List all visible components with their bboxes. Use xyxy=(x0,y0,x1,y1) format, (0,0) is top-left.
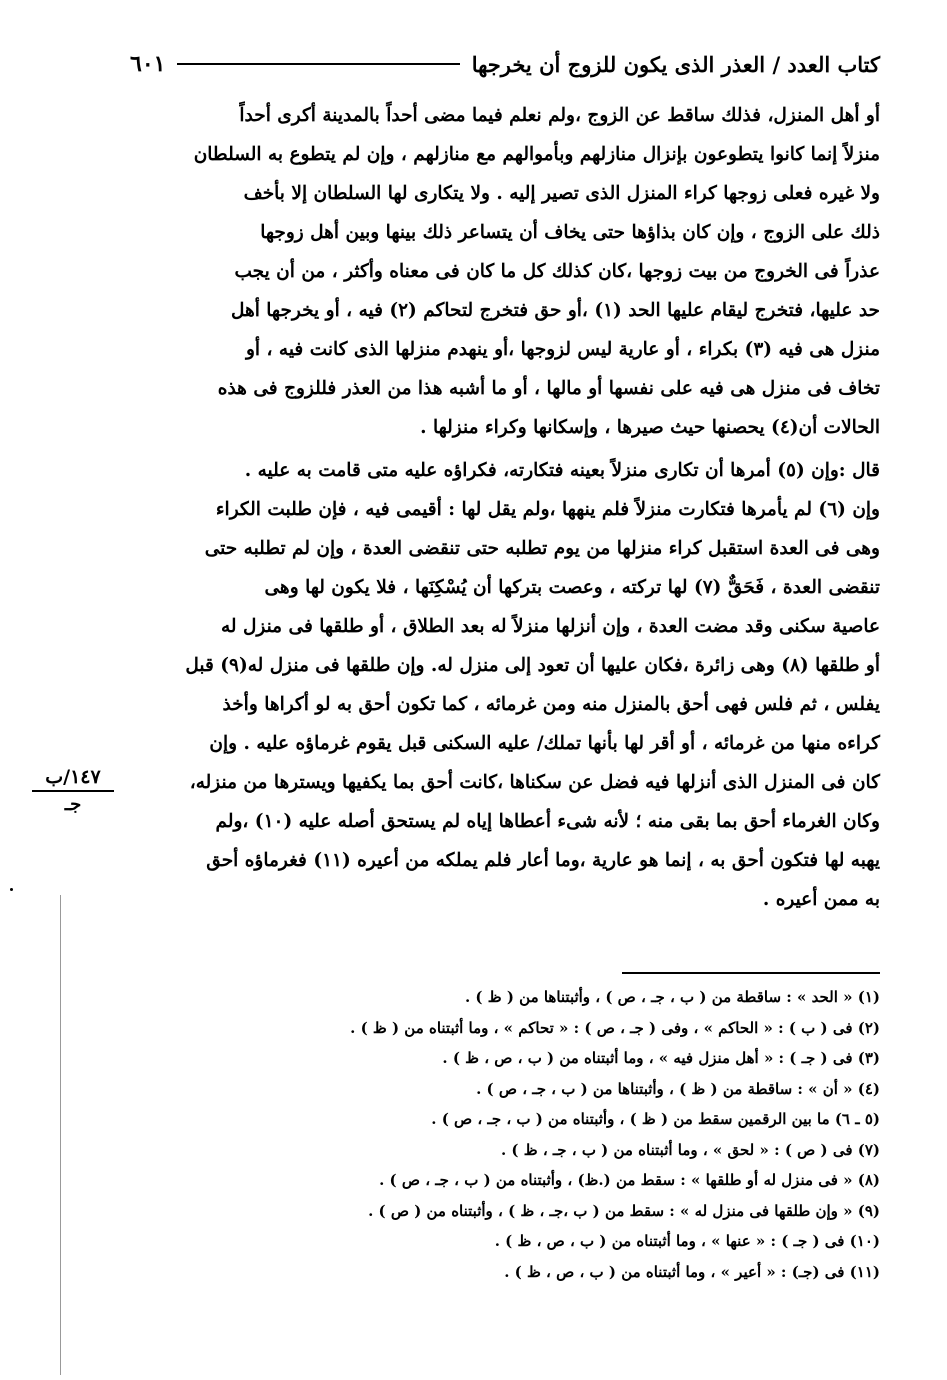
text-line: ذلك على الزوج ، وإن كان بذاؤها حتى يخاف أن يتساعر ذلك بينها وبين أهل زوجها xyxy=(260,222,880,243)
text-line: حد عليها، فتخرج ليقام عليها الحد (١) ،أو حق فتخرج لتحاكم (٢) فيه ، أو يخرجها أهل xyxy=(230,300,880,321)
footnote: (٩) « وإن طلقها فى منزل له » : سقط من ( ب ،جـ ، ظ ) ، وأثبتناه من ( ص ) . xyxy=(368,1201,880,1220)
footnote: (١١) فى (جـ) : « أعير » ، وما أثبتناه من ( ب ، ص ، ظ ) . xyxy=(504,1262,880,1281)
page-number: ٦٠١ xyxy=(130,51,166,77)
running-title: كتاب العدد / العذر الذى يكون للزوج أن يخرجها xyxy=(471,51,880,77)
footnote: (١٠) فى ( جـ ) : « عنها » ، وما أثبتناه من ( ب ، ص ، ظ ) . xyxy=(494,1232,880,1250)
text-line: تنقضى العدة ، فَحَقٌّ (٧) لها تركته ، وعصت بتركها أن يُسْكِنَها ، فلا يكون لها وهى xyxy=(264,577,880,598)
text-span: :وإن (٥) أمرها أن تكارى منزلاً بعينه فتكارته، فكراؤه عليه متى قامت به عليه . xyxy=(244,460,853,481)
text-line: وإن (٦) لم يأمرها فتكارت منزلاً فلم ينهها ،ولم يقل لها : أقيمى فيه ، فإن طلبت الكراء xyxy=(215,499,880,520)
text-line: منزل هى فيه (٣) بكراء ، أو عارية ليس لزوجها ،أو ينهدم منزلها الذى كانت فيه ، أو xyxy=(245,339,880,360)
manuscript-folio-ref: ١٤٧/ب xyxy=(32,766,114,792)
header-rule xyxy=(177,63,459,65)
footnote: (٤) « أن » : ساقطة من ( ظ ) ، وأثبتناها من ( ب ، جـ ، ص ) . xyxy=(476,1079,880,1098)
manuscript-siglum: جـ xyxy=(64,794,82,815)
footnote: (٣) فى ( جـ ) : « أهل منزل فيه » ، وما أثبتناه من ( ب ، ص ، ظ ) . xyxy=(442,1049,880,1067)
footnotes xyxy=(130,982,880,1287)
main-text xyxy=(130,96,880,919)
text-line: وكان الغرماء أحق بما بقى منه ؛ لأنه شىء أعطاها إياه لم يستحق أصله عليه (١٠) ،ولم xyxy=(215,811,880,832)
footnote: (٥ ـ ٦) ما بين الرقمين سقط من ( ظ ) ، وأثبتناه من ( ب ، جـ ، ص ) . xyxy=(431,1110,880,1128)
footnote-rule xyxy=(622,972,880,974)
text-line: منزلاً إنما كانوا يتطوعون بإنزال منازلهم وبأموالهم مع منازلهم ، وإن لم يتطوع به السلطان xyxy=(193,144,880,165)
page-header xyxy=(130,44,880,84)
footnote: (٢) فى ( ب ) : « الحاكم » ، وفى ( جـ ، ص ) : « تحاكم » ، وما أثبتناه من ( ظ ) . xyxy=(350,1018,880,1037)
paragraph-2 xyxy=(130,451,880,919)
text-line: يفلس ، ثم فلس فهى أحق بالمنزل منه ومن غرمائه ، كما تكون أحق به لو أكراها وأخذ xyxy=(222,694,880,715)
text-line: أو أهل المنزل، فذلك ساقط عن الزوج ،ولم نعلم فيما مضى أحداً بالمدينة أكرى أحداً xyxy=(239,105,880,126)
footnote: (١) « الحد » : ساقطة من ( ب ، جـ ، ص ) ، وأثبتناها من ( ظ ) . xyxy=(464,988,880,1006)
text-line: تخاف فى منزل هى فيه على نفسها أو مالها ، أو ما أشبه هذا من العذر فللزوج فى هذه xyxy=(217,378,880,399)
text-line: عذراً فى الخروج من بيت زوجها ،كان كذلك كل ما كان فى معناه وأكثر ، من أن يجب xyxy=(234,261,880,282)
text-line: أو طلقها (٨) وهى زائرة ،فكان عليها أن تعود إلى منزل له. وإن طلقها فى منزل له(٩) قبل xyxy=(185,655,880,676)
text-line: كراءه منها من غرمائه ، أو أقر لها بأنها تملك/ عليه السكنى قبل يقوم غرماؤه عليه . وإن xyxy=(209,733,880,754)
text-line: الحالات أن(٤) يحصنها حيث صيرها ، وإسكانها وكراء منزلها . xyxy=(420,417,880,438)
text-line: عاصية سكنى وقد مضت العدة ، وإن أنزلها منزلاً له بعد الطلاق ، أو طلقها فى منزل له xyxy=(220,616,880,637)
stray-dot xyxy=(10,888,13,891)
lead-word: قال xyxy=(852,460,880,481)
text-line: يهبه لها فتكون أحق به ، إنما هو عارية ،وما أعار فلم يملكه من أعيره (١١) فغرماؤه أحق xyxy=(206,850,880,871)
paragraph-1 xyxy=(130,96,880,447)
text-line: وهى فى العدة استقبل كراء منزلها من يوم تطلبه حتى تنقضى العدة ، وإن لم تطلبه حتى xyxy=(204,538,880,559)
footnote: (٨) « فى منزل له أو طلقها » : سقط من (.ظ) ، وأثبتناه من ( ب ، جـ ، ص ) . xyxy=(379,1171,880,1189)
footnote: (٧) فى ( ص ) : « لحق » ، وما أثبتناه من ( ب ، جـ ، ظ ) . xyxy=(500,1140,880,1159)
text-line xyxy=(130,451,880,490)
margin-line xyxy=(60,895,61,1375)
text-line: به ممن أعيره . xyxy=(762,889,880,910)
text-line: ولا غيره فعلى زوجها كراء المنزل الذى تصير إليه . ولا يتكارى لها السلطان إلا بأخف xyxy=(243,183,880,204)
margin-note xyxy=(32,766,114,815)
text-line: كان فى المنزل الذى أنزلها فيه فضل عن سكناها ،كانت أحق بما يكفيها ويسترها من منزله، xyxy=(189,772,880,793)
